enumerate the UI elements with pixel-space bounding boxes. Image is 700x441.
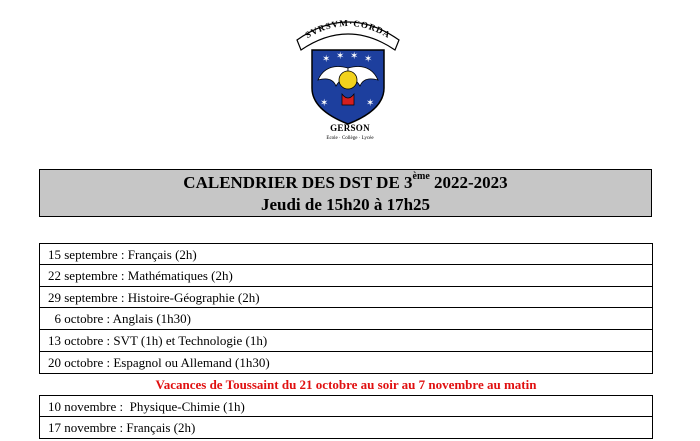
svg-text:✶: ✶ — [320, 98, 329, 109]
svg-text:✶: ✶ — [366, 98, 375, 109]
schedule-row: 13 octobre : SVT (1h) et Technologie (1h) — [39, 330, 653, 352]
svg-text:✶: ✶ — [336, 51, 345, 62]
title-superscript: ème — [412, 171, 430, 183]
title-year: 2022-2023 — [429, 173, 508, 192]
school-levels: Ecole · Collège · Lycée — [326, 136, 374, 141]
schedule-row: 10 novembre : Physique-Chimie (1h) — [39, 395, 653, 417]
school-name: GERSON — [330, 123, 370, 133]
schedule-row: 22 septembre : Mathématiques (2h) — [39, 265, 653, 287]
title-main-text: CALENDRIER DES DST DE 3 — [183, 173, 413, 192]
calendar-subtitle: Jeudi de 15h20 à 17h25 — [260, 195, 431, 214]
calendar-title — [40, 171, 651, 192]
schedule-row: 29 septembre : Histoire-Géographie (2h) — [39, 287, 653, 309]
schedule-row: 15 septembre : Français (2h) — [39, 243, 653, 265]
svg-text:✶: ✶ — [350, 51, 359, 62]
holiday-notice: Vacances de Toussaint du 21 octobre au soir au 7 novembre au matin — [155, 376, 537, 392]
svg-text:✶: ✶ — [322, 54, 331, 65]
school-crest-logo — [292, 10, 404, 128]
exam-schedule-list — [39, 243, 653, 439]
svg-text:✶: ✶ — [364, 54, 373, 65]
schedule-row: 20 octobre : Espagnol ou Allemand (1h30) — [39, 352, 653, 374]
crest-motto: SVRSVM·CORDA — [303, 17, 393, 41]
calendar-title-box — [39, 169, 652, 217]
schedule-row: 17 novembre : Français (2h) — [39, 417, 653, 439]
schedule-row: 6 octobre : Anglais (1h30) — [39, 308, 653, 330]
